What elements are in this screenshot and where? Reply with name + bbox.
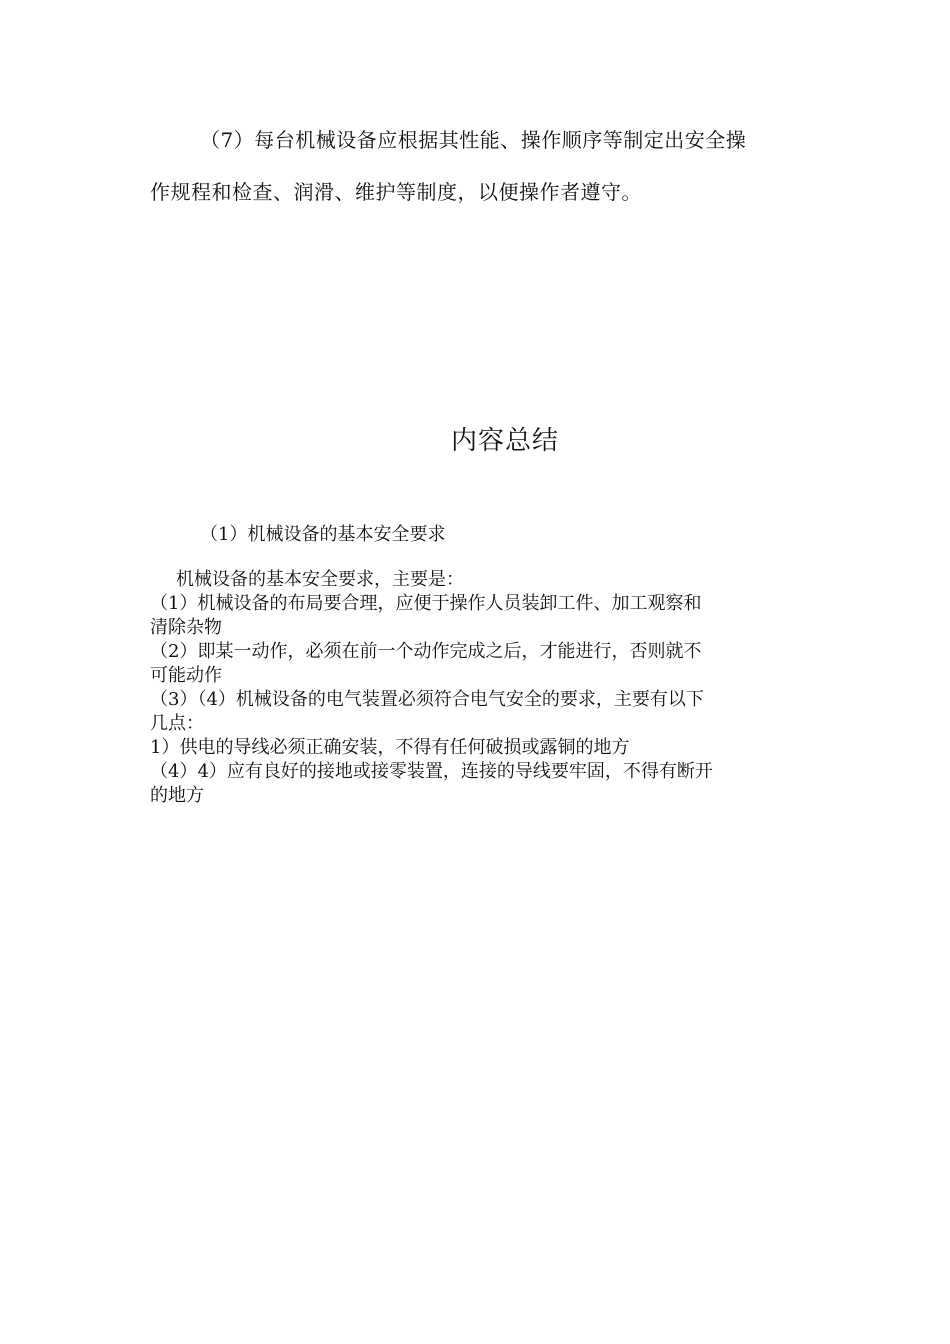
top-paragraph-line-2: 作规程和检查、润滑、维护等制度，以便操作者遵守。 [150, 180, 642, 204]
summary-line: 的地方 [150, 785, 204, 806]
summary-line: 清除杂物 [150, 617, 222, 638]
summary-line: （3）（4）机械设备的电气装置必须符合电气安全的要求，主要有以下 [150, 689, 704, 710]
summary-line: 1）供电的导线必须正确安装，不得有任何破损或露铜的地方 [150, 737, 630, 758]
summary-line: （1）机械设备的布局要合理，应便于操作人员装卸工件、加工观察和 [150, 593, 702, 614]
summary-line: 几点： [150, 713, 204, 734]
summary-title: 内容总结 [450, 426, 559, 456]
section-heading: （1）机械设备的基本安全要求 [200, 524, 446, 545]
top-paragraph-line-1: （7）每台机械设备应根据其性能、操作顺序等制定出安全操 [200, 128, 747, 152]
summary-line: 机械设备的基本安全要求，主要是： [176, 569, 464, 590]
summary-line: （4）4）应有良好的接地或接零装置，连接的导线要牢固，不得有断开 [150, 761, 713, 782]
summary-line: （2）即某一动作，必须在前一个动作完成之后，才能进行，否则就不 [150, 641, 702, 662]
summary-line: 可能动作 [150, 665, 222, 686]
summary-body [150, 568, 800, 808]
